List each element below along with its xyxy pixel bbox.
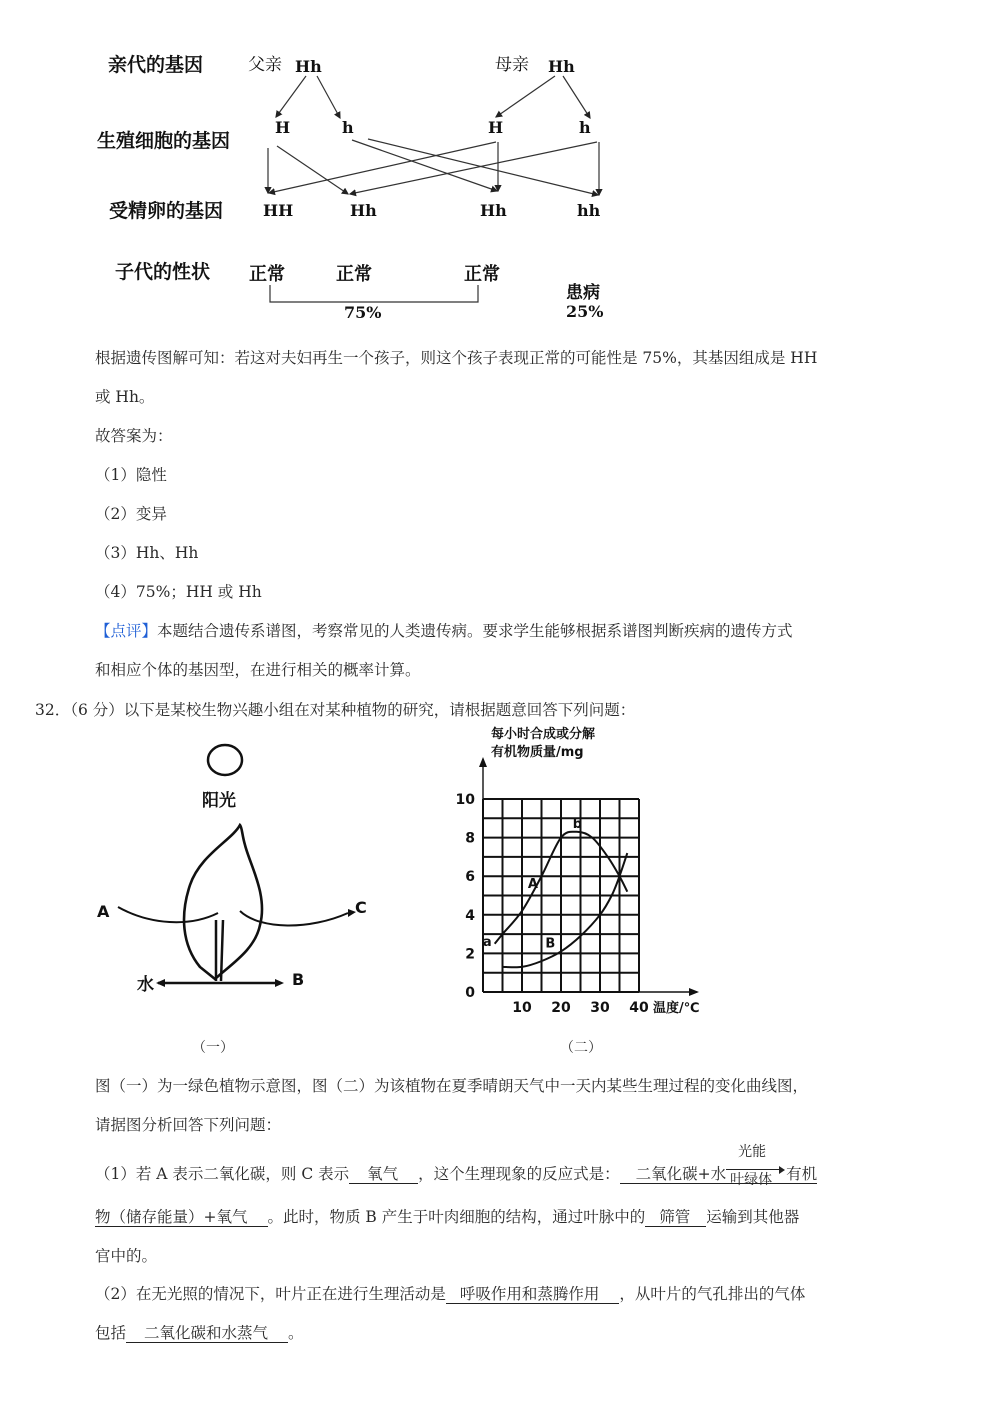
question-32-title: 32．（6 分）以下是某校生物兴趣小组在对某种植物的研究，请根据题意回答下列问题： — [35, 701, 636, 719]
q1-part3: 。此时，物质 B 产生于叶肉细胞的结构，通过叶脉中的 — [267, 1208, 646, 1226]
answer-intro: 故答案为： — [95, 427, 173, 445]
q1-answer-vessel: 筛管 — [645, 1208, 706, 1227]
y-tick-label: 4 — [465, 907, 475, 924]
q2-answer-activity: 呼吸作用和蒸腾作用 — [446, 1285, 620, 1304]
zygote-HH: HH — [263, 201, 294, 220]
father-genotype: Hh — [295, 57, 322, 76]
trait-normal-1: 正常 — [249, 264, 285, 285]
row-label-zygotes: 受精卵的基因 — [109, 200, 224, 222]
father-label: 父亲 — [248, 55, 282, 75]
q1-part2: ，这个生理现象的反应式是： — [418, 1165, 620, 1183]
label-water: 水 — [137, 975, 154, 995]
y-tick-label: 0 — [465, 985, 475, 1001]
zygote-hh: hh — [577, 201, 601, 220]
normal-bracket — [270, 285, 478, 302]
x-tick-label: 30 — [590, 1000, 610, 1016]
q1-line-2 — [95, 1207, 799, 1227]
answer-2: （2）变异 — [95, 505, 167, 523]
row-label-gametes: 生殖细胞的基因 — [97, 130, 231, 152]
q2-part1: （2）在无光照的情况下，叶片正在进行生理活动是 — [95, 1285, 446, 1303]
mother-genotype: Hh — [548, 57, 575, 76]
label-a: A — [97, 902, 110, 921]
x-tick-label: 20 — [551, 1000, 571, 1016]
arrow-mother-to-H — [496, 76, 555, 117]
normal-percent: 75% — [344, 303, 382, 322]
arrow-father-to-H — [276, 76, 306, 117]
eq-right1: 有机 — [786, 1165, 818, 1183]
q2-answer-gas: 二氧化碳和水蒸气 — [126, 1324, 288, 1343]
intro-line-1: 图（一）为一绿色植物示意图，图（二）为该植物在夏季晴朗天气中一天内某些生理过程的变化曲线图， — [95, 1077, 809, 1095]
leaf-stem-icon — [216, 920, 223, 981]
annotation-curve-A: A — [527, 876, 538, 892]
zygote-Hh-1: Hh — [350, 201, 377, 220]
eq-arrow — [726, 1144, 786, 1188]
comment-tag: 【点评】 — [95, 622, 158, 640]
q1-equation — [620, 1144, 818, 1188]
eq-arrowhead-icon — [779, 1166, 785, 1174]
trait-normal-3: 正常 — [464, 264, 500, 285]
arrow-water-head-icon — [156, 979, 165, 987]
trait-normal-2: 正常 — [336, 264, 372, 285]
mother-label: 母亲 — [495, 55, 529, 75]
q2-part3: 包括 — [95, 1324, 127, 1342]
gamete-father-h: h — [342, 118, 354, 137]
eq-bottom: 叶绿体 — [730, 1172, 773, 1188]
label-c: C — [355, 898, 367, 917]
x-axis-label: 温度/℃ — [653, 1001, 700, 1016]
sick-percent: 25% — [566, 302, 604, 321]
q2-part2: ，从叶片的气孔排出的气体 — [619, 1285, 806, 1303]
y-axis-label-line-1: 每小时合成或分解 — [491, 727, 596, 742]
y-tick-label: 10 — [455, 792, 475, 808]
y-tick-label: 6 — [465, 869, 475, 886]
arrow-H-to-Hh1 — [277, 146, 348, 194]
eq-left: 二氧化碳+水 — [635, 1165, 727, 1183]
eq-arrow-line — [726, 1169, 782, 1170]
label-b: B — [292, 970, 305, 989]
eq-right2: 物（储存能量）+氧气 — [95, 1208, 268, 1227]
answer-4: （4）75%；HH 或 Hh — [95, 583, 262, 601]
arrow-a-curve — [118, 907, 218, 922]
comment-line-2: 和相应个体的基因型，在进行相关的概率计算。 — [95, 661, 421, 679]
annotation-curve-B: B — [545, 936, 556, 952]
explanation-line-1: 根据遗传图解可知：若这对夫妇再生一个孩子，则这个孩子表现正常的可能性是 75%，其基因组成是 HH — [95, 349, 818, 367]
arrow-father-to-h — [317, 76, 340, 118]
y-axis-label-line-2: 有机物质量/mg — [491, 745, 584, 760]
x-axis-arrow-icon — [689, 988, 699, 996]
figure-1-caption: （一） — [192, 1040, 234, 1056]
q1-part4: 运输到其他器 — [706, 1208, 800, 1226]
q1-line-3: 官中的。 — [95, 1247, 158, 1265]
q1-answer-c: 氧气 — [349, 1165, 418, 1184]
y-axis-arrow-icon — [479, 757, 487, 767]
y-tick-label: 2 — [465, 946, 475, 963]
gamete-mother-H: H — [488, 118, 504, 137]
annotation-b: b — [572, 816, 583, 832]
figure-2-caption: （二） — [560, 1040, 602, 1056]
q2-line-2 — [95, 1323, 304, 1343]
row-label-offspring: 子代的性状 — [115, 261, 211, 283]
arrow-mother-to-h — [563, 76, 590, 118]
explanation-line-2: 或 Hh。 — [95, 388, 155, 406]
arrow-c-curve — [240, 911, 348, 926]
gamete-mother-h: h — [579, 118, 591, 137]
answer-3: （3）Hh、Hh — [95, 544, 199, 562]
comment-text-1: 本题结合遗传系谱图，考察常见的人类遗传病。要求学生能够根据系谱图判断疾病的遗传方式 — [157, 622, 793, 640]
x-tick-label: 40 — [629, 1000, 649, 1016]
arrow-b-head-icon — [275, 979, 284, 987]
comment-line-1 — [95, 621, 793, 641]
q2-part4: 。 — [288, 1324, 304, 1342]
sun-label: 阳光 — [202, 791, 236, 811]
arrow-mH-to-HH — [269, 142, 496, 193]
q2-line-1 — [95, 1284, 805, 1304]
intro-line-2: 请据图分析回答下列问题： — [95, 1116, 282, 1134]
trait-sick: 患病 — [566, 283, 600, 303]
q1-part1: （1）若 A 表示二氧化碳，则 C 表示 — [95, 1165, 350, 1183]
eq-top: 光能 — [738, 1144, 767, 1160]
zygote-Hh-2: Hh — [480, 201, 507, 220]
y-tick-label: 8 — [465, 830, 475, 847]
q1-line-1 — [95, 1144, 818, 1188]
annotation-a: a — [482, 934, 492, 950]
cross-arrows — [0, 0, 640, 330]
temperature-chart — [440, 720, 730, 1020]
row-label-parents: 亲代的基因 — [108, 54, 204, 76]
gamete-father-H: H — [275, 118, 291, 137]
x-tick-label: 10 — [512, 1000, 532, 1016]
sun-icon — [208, 745, 242, 775]
answer-1: （1）隐性 — [95, 466, 167, 484]
